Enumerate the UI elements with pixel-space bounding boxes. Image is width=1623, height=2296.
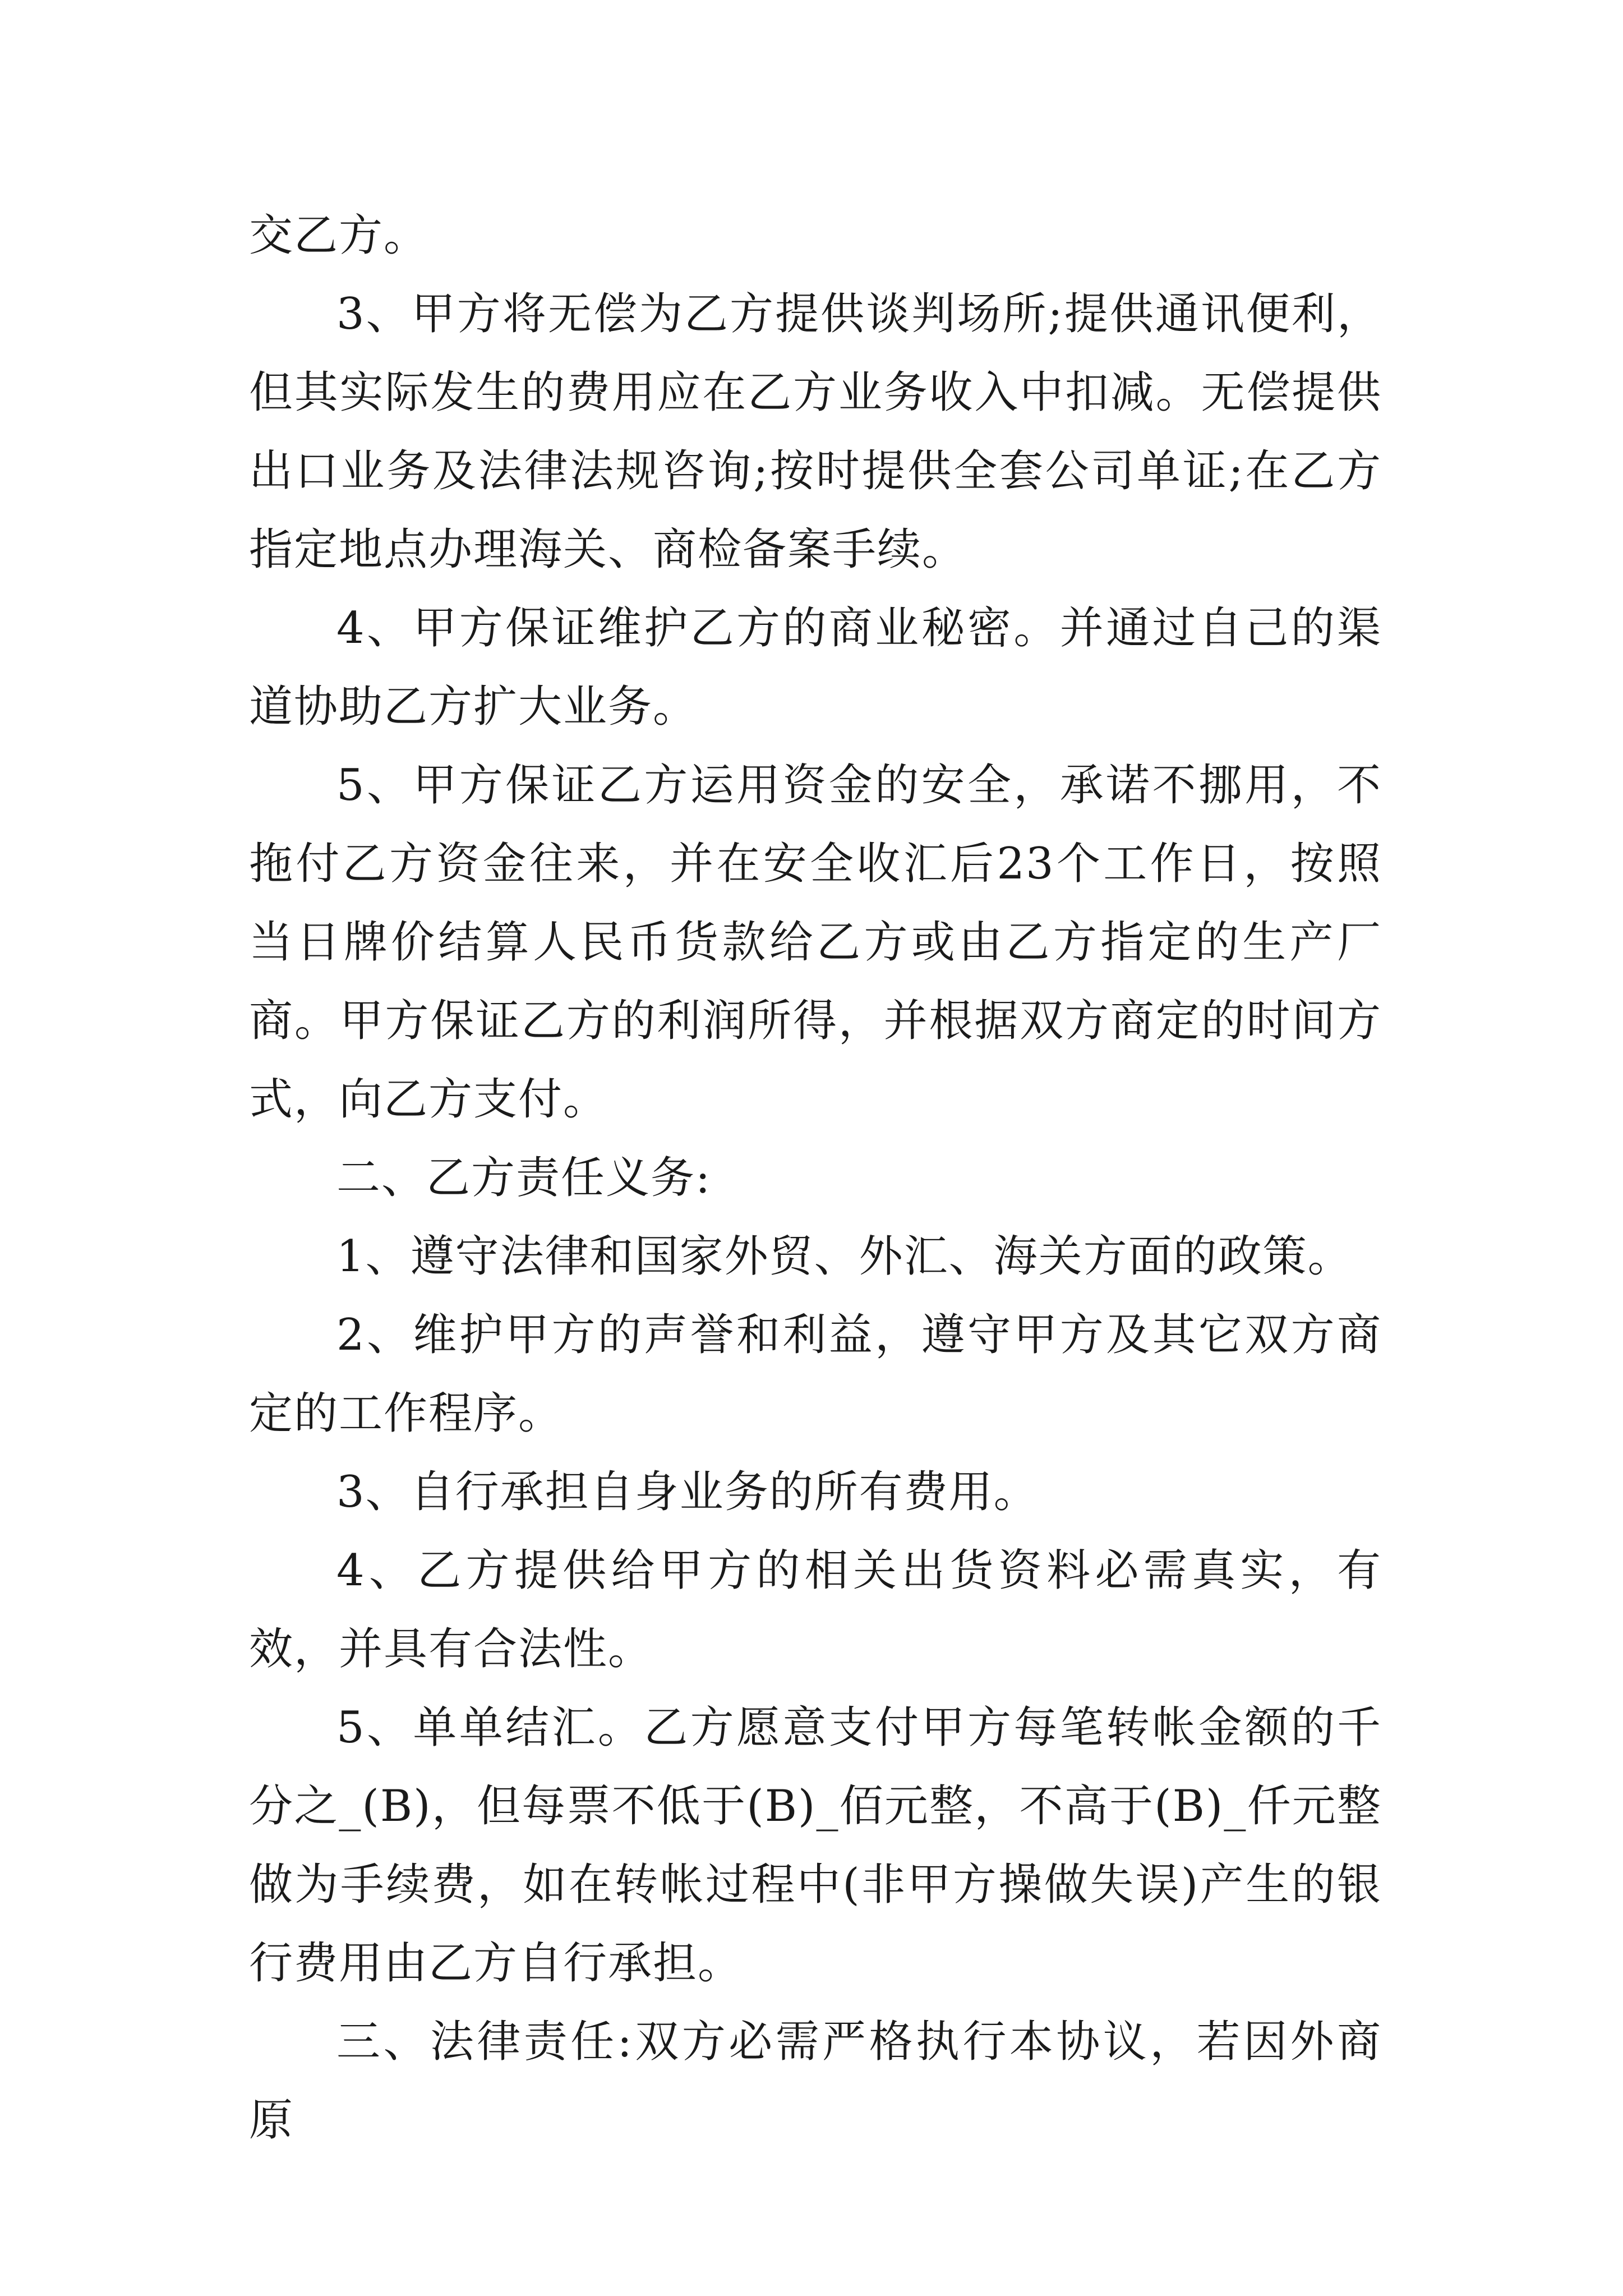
section-heading-legal-liability: 三、法律责任:双方必需严格执行本协议，若因外商原 [249,2017,1382,2146]
document-body [249,196,1382,2160]
paragraph-continuation: 交乙方。 [249,210,429,261]
paragraph-party-b-item-1: 1、遵守法律和国家外贸、外汇、海关方面的政策。 [336,1231,1353,1282]
paragraph-party-a-item-3: 3、甲方将无偿为乙方提供谈判场所;提供通讯便利，但其实际发生的费用应在乙方业务收入中扣减。无偿提供出口业务及法律法规咨询;按时提供全套公司单证;在乙方指定地点办理海关、商检备案手续。 [249,289,1382,575]
paragraph-party-a-item-4: 4、甲方保证维护乙方的商业秘密。并通过自己的渠道协助乙方扩大业务。 [249,603,1382,732]
paragraph-party-a-item-5: 5、甲方保证乙方运用资金的安全，承诺不挪用，不拖付乙方资金往来，并在安全收汇后23个工作日，按照当日牌价结算人民币货款给乙方或由乙方指定的生产厂商。甲方保证乙方的利润所得，并根据双方商定的时间方式，向乙方支付。 [249,760,1382,1125]
paragraph-party-b-item-3: 3、自行承担自身业务的所有费用。 [336,1467,1039,1517]
paragraph-party-b-item-2: 2、维护甲方的声誉和利益，遵守甲方及其它双方商定的工作程序。 [249,1310,1382,1439]
paragraph-party-b-item-4: 4、乙方提供给甲方的相关出货资料必需真实，有效，并具有合法性。 [249,1545,1382,1674]
paragraph-party-b-item-5: 5、单单结汇。乙方愿意支付甲方每笔转帐金额的千分之_(B)，但每票不低于(B)_佰元整，不高于(B)_仟元整做为手续费，如在转帐过程中(非甲方操做失误)产生的银行费用由乙方自行承担。 [249,1703,1382,1989]
section-heading-party-b-duties: 二、乙方责任义务: [336,1153,712,1203]
